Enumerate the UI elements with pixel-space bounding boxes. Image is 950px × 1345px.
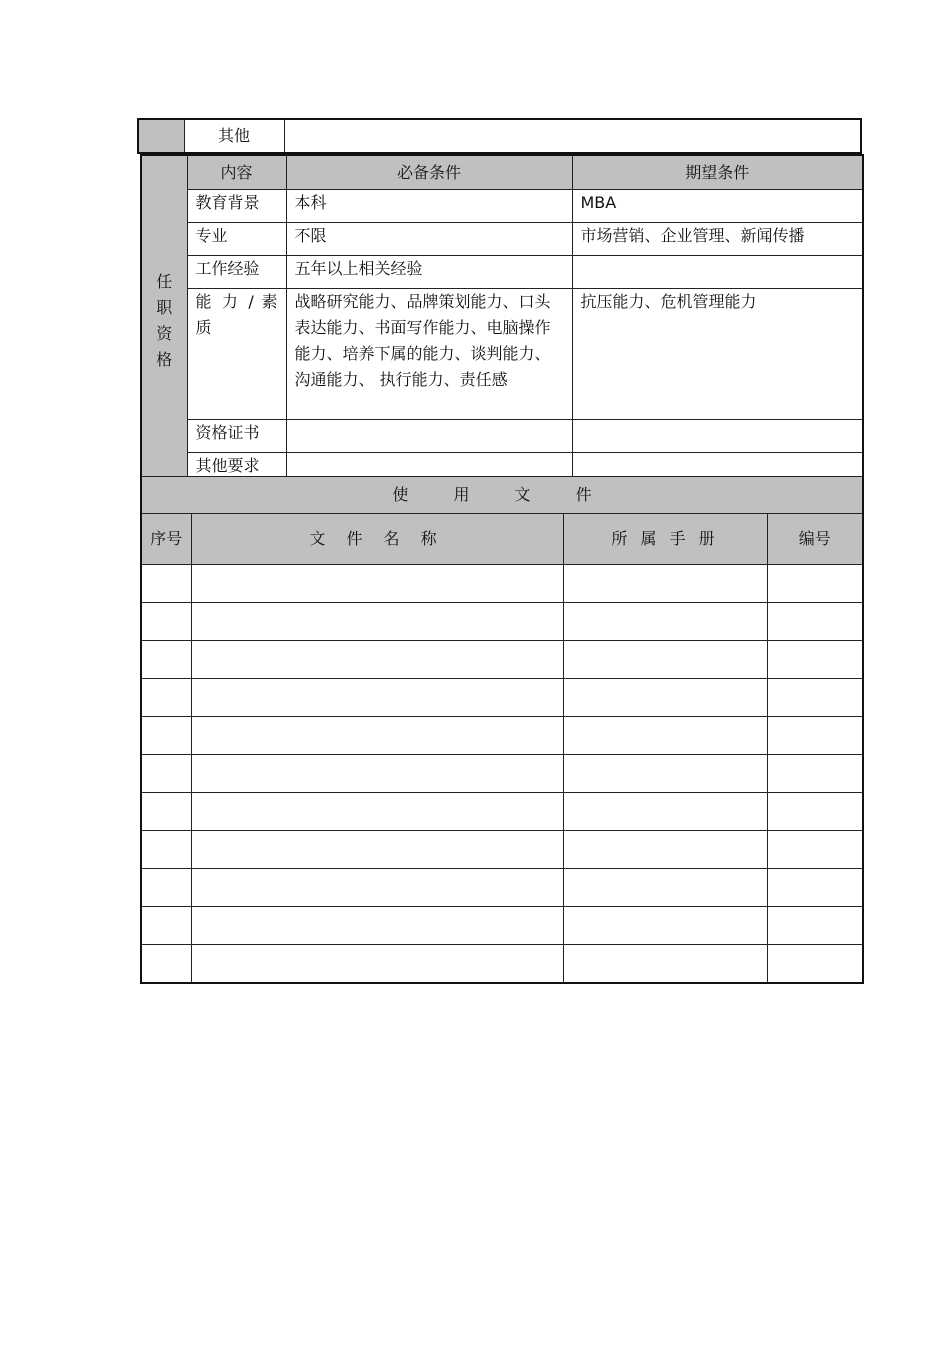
file-code-cell <box>767 945 863 984</box>
file-row <box>141 907 863 945</box>
files-header-name: 文 件 名 称 <box>191 514 563 565</box>
file-manual-cell <box>563 717 767 755</box>
other-row-table <box>137 118 862 154</box>
file-row <box>141 831 863 869</box>
file-index-cell <box>141 641 191 679</box>
qual-expected: MBA <box>572 190 863 223</box>
file-row <box>141 717 863 755</box>
qual-item: 教育背景 <box>187 190 286 223</box>
qual-item: 资格证书 <box>187 420 286 453</box>
file-code-cell <box>767 755 863 793</box>
file-row <box>141 945 863 984</box>
file-manual-cell <box>563 869 767 907</box>
file-row <box>141 641 863 679</box>
qual-required <box>286 420 572 453</box>
file-manual-cell <box>563 603 767 641</box>
qual-item: 其他要求 <box>187 453 286 487</box>
file-row <box>141 869 863 907</box>
file-name-cell <box>191 565 563 603</box>
qual-expected <box>572 256 863 289</box>
file-name-cell <box>191 603 563 641</box>
file-name-cell <box>191 641 563 679</box>
file-manual-cell <box>563 565 767 603</box>
file-index-cell <box>141 793 191 831</box>
other-row <box>138 119 861 153</box>
file-code-cell <box>767 603 863 641</box>
file-manual-cell <box>563 641 767 679</box>
file-name-cell <box>191 831 563 869</box>
file-row <box>141 793 863 831</box>
file-code-cell <box>767 641 863 679</box>
files-header-code: 编号 <box>767 514 863 565</box>
files-header-index: 序号 <box>141 514 191 565</box>
qual-row-education <box>141 190 863 223</box>
file-manual-cell <box>563 831 767 869</box>
file-code-cell <box>767 793 863 831</box>
file-manual-cell <box>563 679 767 717</box>
file-index-cell <box>141 907 191 945</box>
qual-row-experience <box>141 256 863 289</box>
file-row <box>141 603 863 641</box>
file-row <box>141 679 863 717</box>
other-label: 其他 <box>184 119 284 153</box>
header-required: 必备条件 <box>286 155 572 190</box>
file-row <box>141 755 863 793</box>
file-manual-cell <box>563 793 767 831</box>
qualifications-side-label: 任 职 资 格 <box>141 155 187 486</box>
qual-expected <box>572 420 863 453</box>
other-value <box>284 119 861 153</box>
file-name-cell <box>191 907 563 945</box>
file-index-cell <box>141 831 191 869</box>
file-code-cell <box>767 565 863 603</box>
file-code-cell <box>767 679 863 717</box>
file-index-cell <box>141 565 191 603</box>
qual-item: 工作经验 <box>187 256 286 289</box>
header-content: 内容 <box>187 155 286 190</box>
qual-item: 专业 <box>187 223 286 256</box>
qual-row-ability <box>141 289 863 420</box>
qual-row-major <box>141 223 863 256</box>
header-expected: 期望条件 <box>572 155 863 190</box>
file-index-cell <box>141 945 191 984</box>
qual-item: 能 力 / 素质 <box>187 289 286 420</box>
file-index-cell <box>141 755 191 793</box>
qual-row-certificate <box>141 420 863 453</box>
file-index-cell <box>141 679 191 717</box>
file-code-cell <box>767 869 863 907</box>
files-section-row <box>141 477 863 514</box>
file-name-cell <box>191 717 563 755</box>
file-name-cell <box>191 869 563 907</box>
qualifications-table <box>140 154 864 487</box>
file-manual-cell <box>563 907 767 945</box>
file-name-cell <box>191 945 563 984</box>
qual-expected: 抗压能力、危机管理能力 <box>572 289 863 420</box>
file-code-cell <box>767 717 863 755</box>
file-code-cell <box>767 831 863 869</box>
file-name-cell <box>191 755 563 793</box>
other-row-marker <box>138 119 184 153</box>
file-name-cell <box>191 793 563 831</box>
files-section-title: 使 用 文 件 <box>141 477 863 514</box>
qual-required: 五年以上相关经验 <box>286 256 572 289</box>
qual-required: 战略研究能力、品牌策划能力、口头表达能力、书面写作能力、电脑操作能力、培养下属的能力、谈判能力、 沟通能力、 执行能力、责任感 <box>286 289 572 420</box>
file-code-cell <box>767 907 863 945</box>
qual-required: 本科 <box>286 190 572 223</box>
file-index-cell <box>141 717 191 755</box>
files-header-row <box>141 514 863 565</box>
files-header-manual: 所 属 手 册 <box>563 514 767 565</box>
file-name-cell <box>191 679 563 717</box>
file-manual-cell <box>563 755 767 793</box>
qual-expected: 市场营销、企业管理、新闻传播 <box>572 223 863 256</box>
file-index-cell <box>141 603 191 641</box>
files-table <box>140 476 864 984</box>
file-rows <box>141 565 863 984</box>
qualifications-header-row <box>141 155 863 190</box>
file-index-cell <box>141 869 191 907</box>
file-manual-cell <box>563 945 767 984</box>
qual-required: 不限 <box>286 223 572 256</box>
file-row <box>141 565 863 603</box>
